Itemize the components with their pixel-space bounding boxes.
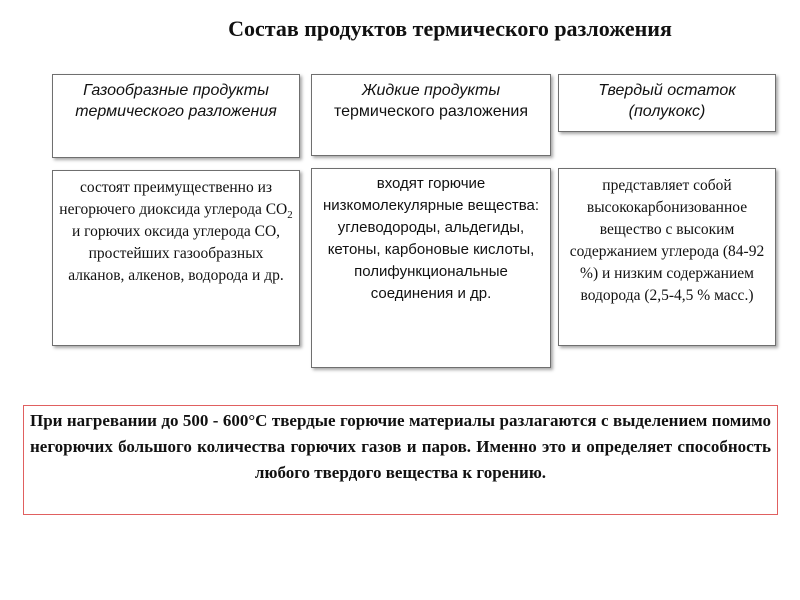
solid-residue-description [558,168,776,346]
page-title: Состав продуктов термического разложения [228,16,672,41]
liquid-products-header-rest: термического разложения [333,103,529,120]
solid-residue-header-text: Твердый остаток (полукокс) [598,82,736,120]
solid-residue-header [558,74,776,132]
conclusion-note [23,405,778,515]
liquid-description-text: входят горючие низкомолекулярные вещества: углеводороды, альдегиды, кетоны, карбоновые кислоты, полифункциональные соединения и др. [322,175,540,302]
gaseous-products-description [52,170,300,346]
liquid-products-header [311,74,551,156]
gaseous-products-header-text: Газообразные продукты термического разложения [75,82,277,120]
co2-subscript: 2 [287,209,293,222]
gaseous-description-post: и горючих оксида углерода СО, простейших газообразных алканов, алкенов, водорода и др. [68,223,284,284]
gaseous-products-header [52,74,300,158]
liquid-products-description [311,168,551,368]
liquid-products-header-italic: Жидкие продукты [361,82,501,99]
conclusion-note-text: При нагревании до 500 - 600°С твердые горючие материалы разлагаются с выделением помимо негорючих большого количества горючих газов и паров. Именно это и определяет способность любого твердого вещества к горению. [30,411,771,482]
gaseous-description-pre: состоят преимущественно из негорючего диоксида углерода СО [59,179,288,218]
solid-description-text: представляет собой высококарбонизованное вещество с высоким содержанием углерода (84-92 %) и низким содержанием водорода (2,5-4,5 % масс.) [569,177,765,304]
